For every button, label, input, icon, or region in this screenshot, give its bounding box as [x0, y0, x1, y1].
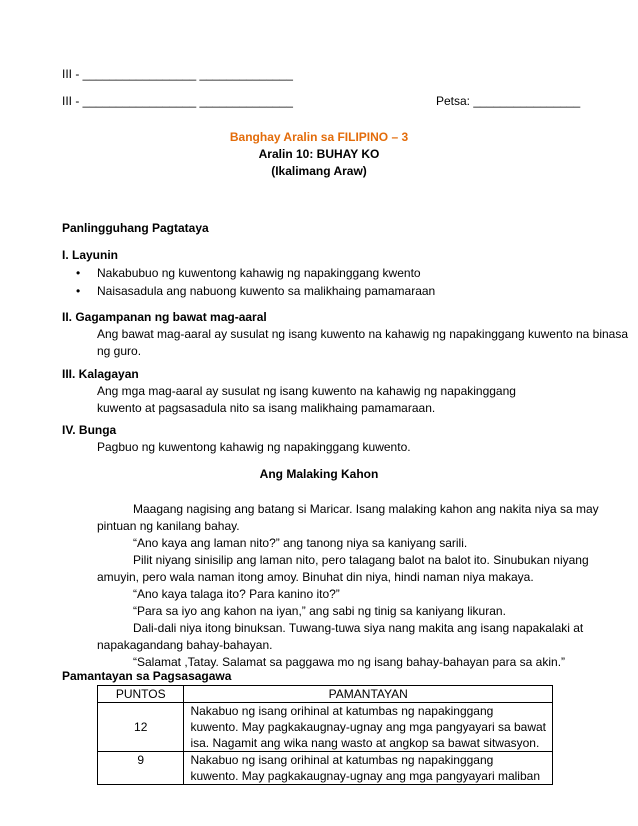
- story-line: “Ano kaya talaga ito? Para kanino ito?”: [133, 587, 340, 601]
- col-header-points: PUNTOS: [98, 686, 184, 703]
- gagampanan-line-1: Ang bawat mag-aaral ay susulat ng isang kuwento na kahawig ng napakinggang kuwento na binasa: [97, 327, 629, 341]
- criteria-line: kuwento. May pagkakaugnay-ugnay ang mga pangyayari maliban: [190, 769, 540, 783]
- story-line: “Ano kaya ang laman nito?” ang tanong niya sa kaniyang sarili.: [133, 536, 468, 550]
- row-criteria: [184, 703, 553, 752]
- row-points: 9: [98, 752, 184, 785]
- rubric-heading: Pamantayan sa Pagsasagawa: [62, 669, 232, 683]
- bullet-icon: •: [76, 266, 81, 280]
- gagampanan-line-2: ng guro.: [97, 344, 142, 358]
- bunga-line-1: Pagbuo ng kuwentong kahawig ng napakinggang kuwento.: [97, 440, 411, 454]
- col-header-criteria: PAMANTAYAN: [184, 686, 553, 703]
- story-line: Dali-dali niya itong binuksan. Tuwang-tuwa siya nang makita ang isang napakalaki at: [133, 621, 584, 635]
- lesson-title: Aralin 10: BUHAY KO: [258, 147, 380, 161]
- layunin-heading: I. Layunin: [62, 248, 119, 262]
- criteria-line: Nakabuo ng isang orihinal at katumbas ng napakinggang: [190, 704, 494, 718]
- bullet-icon: •: [76, 284, 81, 298]
- section-heading: Panlingguhang Pagtataya: [62, 221, 209, 235]
- criteria-line: kuwento. May pagkakaugnay-ugnay ang mga pangyayari sa bawat: [190, 720, 546, 734]
- date-field: Petsa: ________________: [436, 94, 581, 108]
- criteria-line: isa. Nagamit ang wika nang wasto at angkop sa bawat sitwasyon.: [190, 736, 540, 750]
- table-row: [98, 752, 553, 785]
- story-line: “Para sa iyo ang kahon na iyan,” ang sabi ng tinig sa kaniyang likuran.: [133, 604, 506, 618]
- kalagayan-heading: III. Kalagayan: [62, 367, 139, 381]
- table-row: [98, 703, 553, 752]
- layunin-item-2: Naisasadula ang nabuong kuwento sa malikhaing pamamaraan: [97, 284, 436, 298]
- rubric-table: [97, 685, 553, 785]
- row-criteria: [184, 752, 553, 785]
- story-title: Ang Malaking Kahon: [259, 467, 379, 481]
- story-line: pintuan ng kanilang bahay.: [97, 519, 240, 533]
- header-line-1: III - _________________ ______________: [62, 67, 293, 81]
- document-title: Banghay Aralin sa FILIPINO – 3: [229, 130, 409, 144]
- table-header-row: [98, 686, 553, 703]
- header-line-2: III - _________________ ______________: [62, 94, 293, 108]
- day-subtitle: (Ikalimang Araw): [271, 164, 367, 178]
- story-line: amuyin, pero wala naman itong amoy. Binuhat din niya, hindi naman niya makaya.: [97, 570, 534, 584]
- story-line: Maagang nagising ang batang si Maricar. Isang malaking kahon ang nakita niya sa may: [133, 502, 599, 516]
- row-points: 12: [98, 703, 184, 752]
- kalagayan-line-2: kuwento at pagsasadula nito sa isang malikhaing pamamaraan.: [97, 401, 436, 415]
- gagampanan-heading: II. Gagampanan ng bawat mag-aaral: [62, 310, 267, 324]
- criteria-line: Nakabuo ng isang orihinal at katumbas ng napakinggang: [190, 753, 494, 767]
- story-line: “Salamat ,Tatay. Salamat sa paggawa mo ng isang bahay-bahayan para sa akin.”: [133, 655, 566, 669]
- story-line: napakagandang bahay-bahayan.: [97, 638, 273, 652]
- bunga-heading: IV. Bunga: [62, 423, 117, 437]
- layunin-item-1: Nakabubuo ng kuwentong kahawig ng napakinggang kwento: [97, 266, 421, 280]
- kalagayan-line-1: Ang mga mag-aaral ay susulat ng isang kuwento na kahawig ng napakinggang: [97, 384, 516, 398]
- story-line: Pilit niyang sinisilip ang laman nito, pero talagang balot na balot ito. Sinubukan niyang: [133, 553, 589, 567]
